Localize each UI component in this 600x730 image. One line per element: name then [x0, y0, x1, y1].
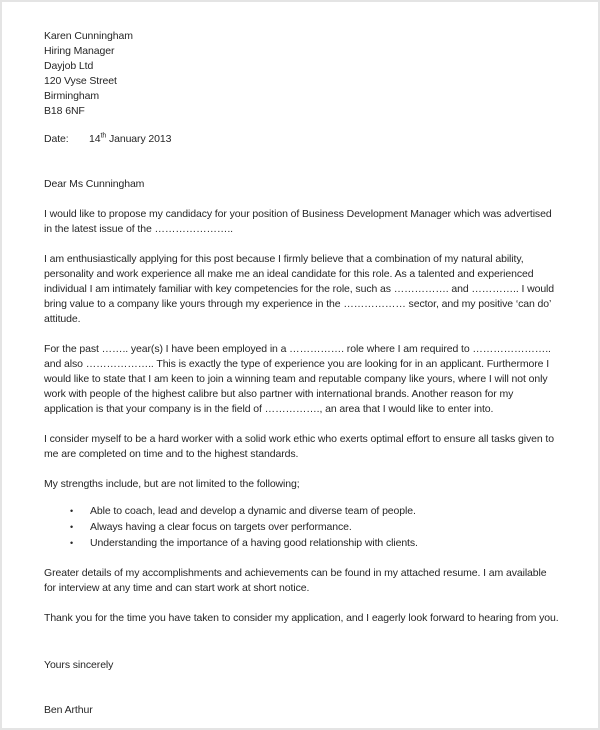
strength-text: Able to coach, lead and develop a dynamic and diverse team of people. — [90, 505, 416, 517]
recipient-address-block — [44, 29, 559, 119]
bullet-icon: • — [70, 522, 74, 532]
date-line — [44, 132, 559, 147]
bullet-icon: • — [70, 538, 74, 548]
list-item — [44, 504, 559, 519]
salutation: Dear Ms Cunningham — [44, 178, 145, 190]
recipient-city: Birmingham — [44, 90, 100, 102]
recipient-company: Dayjob Ltd — [44, 60, 94, 72]
recipient-street: 120 Vyse Street — [44, 75, 117, 87]
recipient-postcode: B18 6NF — [44, 105, 85, 117]
paragraph-work-ethic: I consider myself to be a hard worker with a solid work ethic who exerts optimal effort to ensure all tasks given to me are completed on time and to the highest standards. — [44, 433, 554, 460]
paragraph-resume-availability: Greater details of my accomplishments and achievements can be found in my attached resume. I am available for interview at any time and can start work at short notice. — [44, 567, 547, 594]
strength-text: Always having a clear focus on targets over performance. — [90, 521, 352, 533]
date-label: Date: — [44, 133, 69, 145]
signature-name: Ben Arthur — [44, 704, 93, 716]
strength-text: Understanding the importance of a having good relationship with clients. — [90, 537, 418, 549]
list-item — [44, 536, 559, 551]
date-day: 14 — [89, 133, 101, 145]
recipient-name: Karen Cunningham — [44, 30, 133, 42]
valediction: Yours sincerely — [44, 659, 114, 671]
paragraph-intro: I would like to propose my candidacy for your position of Business Development Manager which was advertised in the latest issue of the ………………….. — [44, 208, 552, 235]
paragraph-thank-you: Thank you for the time you have taken to consider my application, and I eagerly look forward to hearing from you. — [44, 612, 559, 624]
date-month-year: January 2013 — [106, 133, 172, 145]
date-ordinal-suffix: th — [100, 132, 107, 140]
strengths-intro: My strengths include, but are not limited to the following; — [44, 478, 300, 490]
bullet-icon: • — [70, 506, 74, 516]
list-item — [44, 520, 559, 535]
paragraph-experience: For the past …….. year(s) I have been employed in a ……………. role where I am required to ………………….. and also ……………….. This is exactly the type of experience you are looking for in an applicant. Furthermore I would like to state that I am keen to join a winning team and reputable company like yours, where I will not only work with people of the highest calibre but also partner with international brands. Another reason for my application is that your company is in the field of ……………., an area that I would like to enter into. — [44, 343, 551, 415]
strengths-list — [44, 504, 559, 551]
paragraph-application: I am enthusiastically applying for this post because I firmly believe that a combination of my natural ability, personality and work experience all make me an ideal candidate for this role. As a talented and experienced individual I am intimately familiar with key competencies for the role, such as ……………. and ………….. I would bring value to a company like yours through my experience in the ……………… sector, and my positive ‘can do’ attitude. — [44, 253, 555, 325]
recipient-title: Hiring Manager — [44, 45, 115, 57]
